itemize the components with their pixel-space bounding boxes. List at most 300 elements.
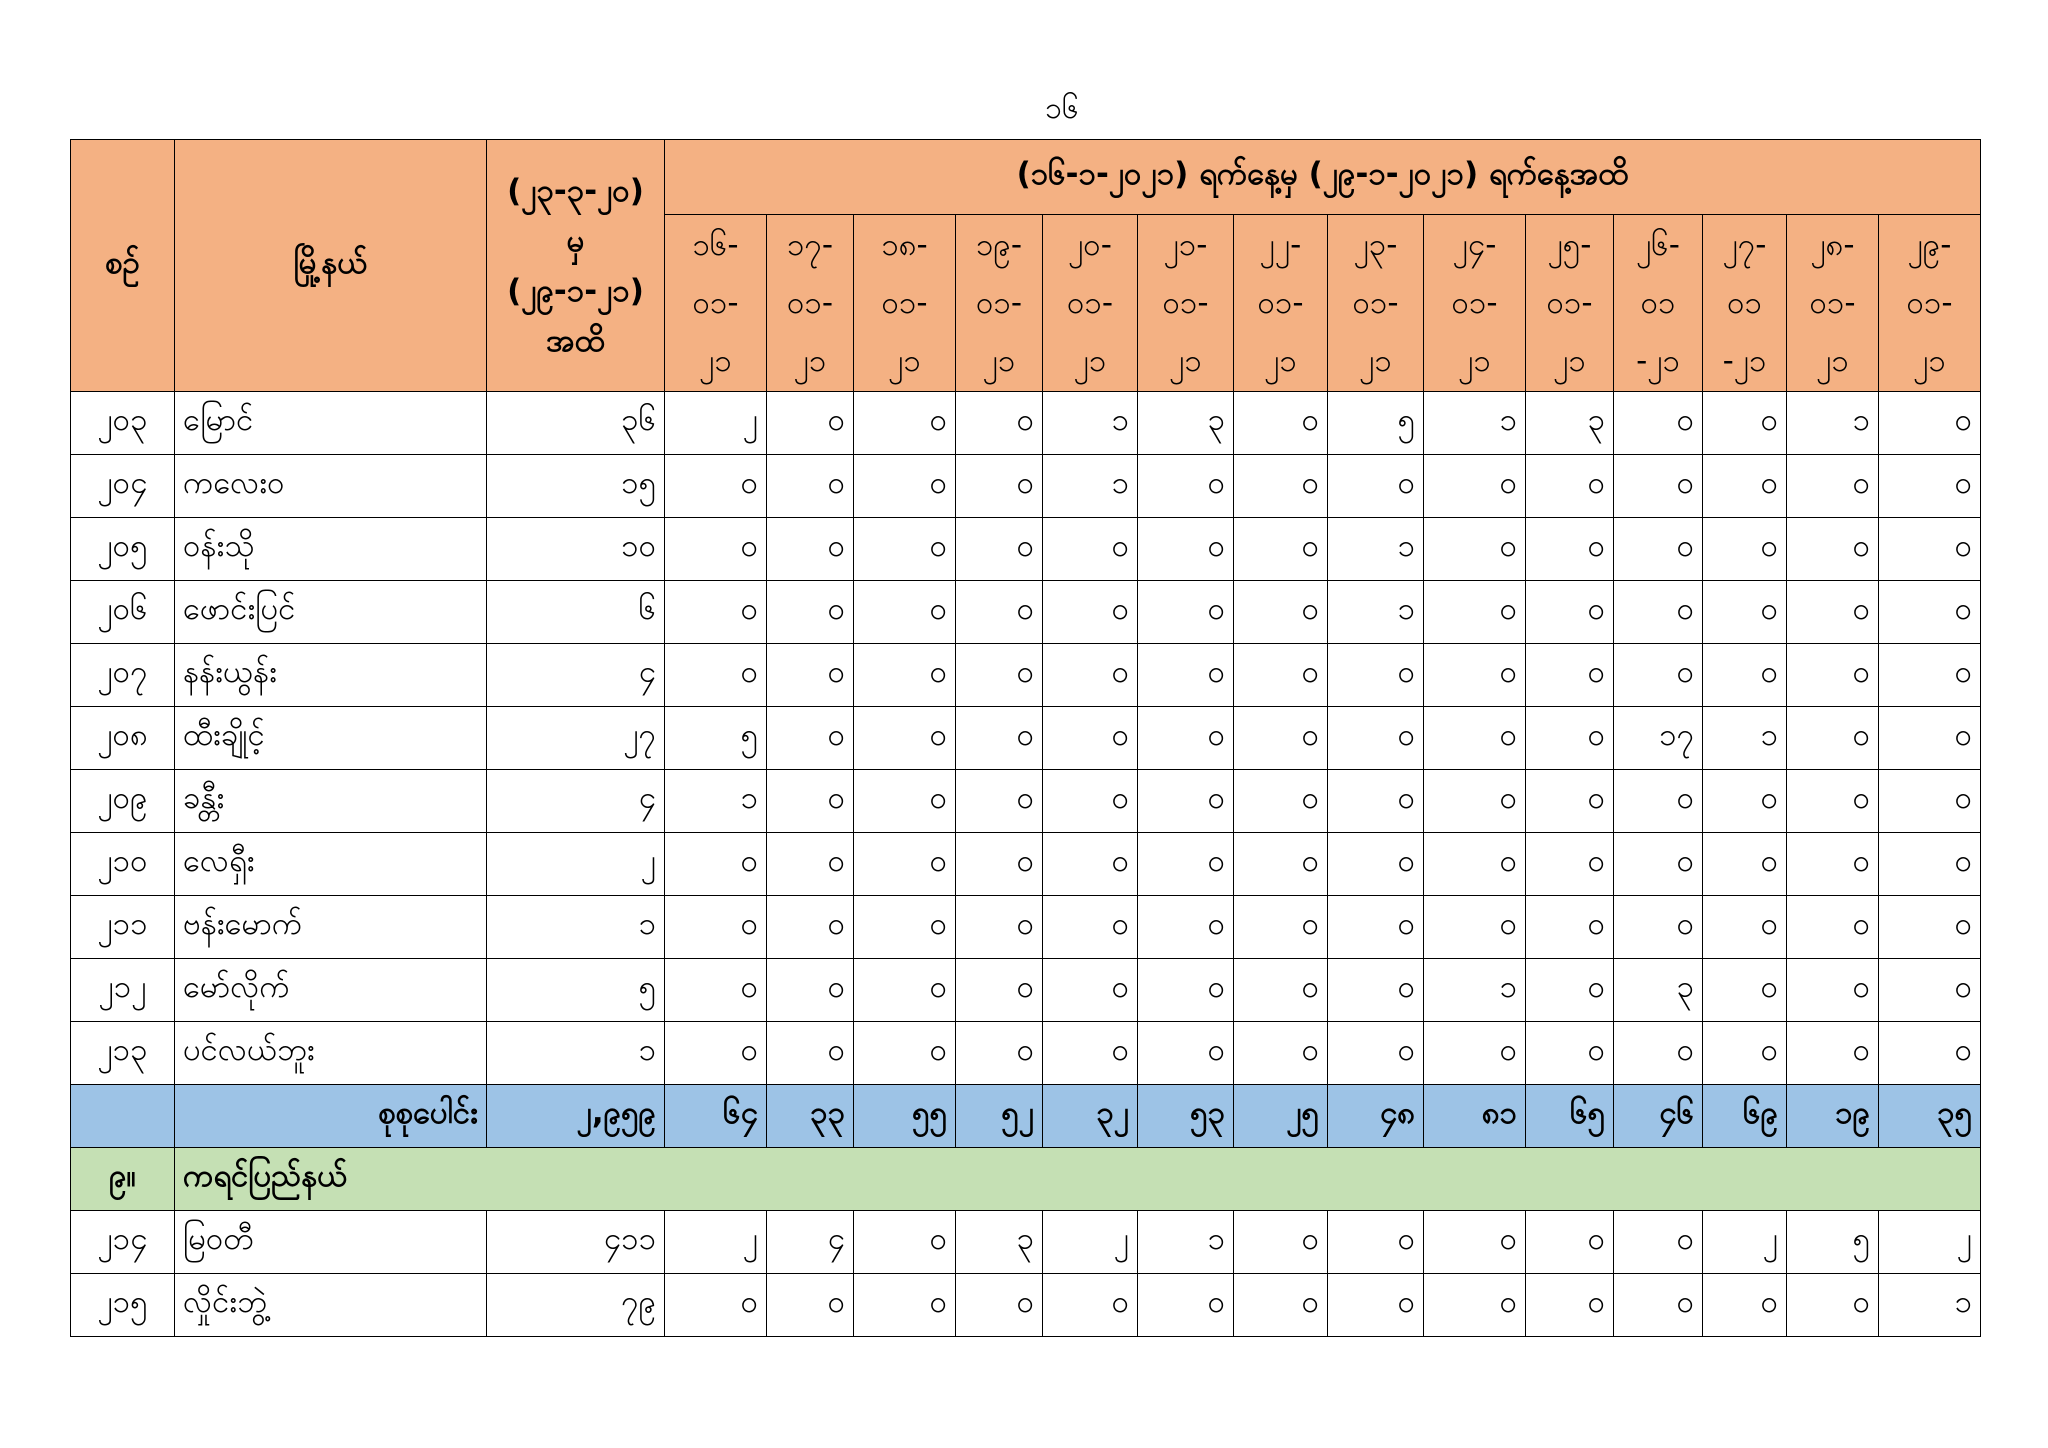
- header-date-part: ၀၁-: [1451, 285, 1498, 321]
- daily-count-cell: ၀: [854, 1274, 956, 1337]
- total-daily-cell: ၄၆: [1614, 1085, 1703, 1148]
- daily-count-cell: ၀: [956, 707, 1043, 770]
- daily-count-cell: ၀: [854, 1022, 956, 1085]
- township-name-cell: ဝန်းသို: [175, 518, 487, 581]
- township-name-cell: ကလေးဝ: [175, 455, 487, 518]
- cumulative-cell: ၅: [487, 959, 665, 1022]
- daily-count-cell: ၀: [1424, 770, 1526, 833]
- total-daily-cell: ၁၉: [1787, 1085, 1879, 1148]
- header-date-part: ၂၀-: [1068, 227, 1112, 263]
- header-township: မြို့နယ်: [175, 140, 487, 392]
- daily-count-cell: ၀: [1138, 518, 1234, 581]
- daily-count-cell: ၀: [1043, 1274, 1138, 1337]
- daily-count-cell: ၀: [1787, 518, 1879, 581]
- daily-count-cell: ၀: [1703, 770, 1787, 833]
- total-daily-cell: ၆၄: [665, 1085, 767, 1148]
- daily-count-cell: ၁: [1424, 959, 1526, 1022]
- daily-count-cell: ၀: [1879, 707, 1981, 770]
- daily-count-cell: ၀: [767, 896, 854, 959]
- daily-count-cell: ၀: [1526, 770, 1614, 833]
- daily-count-cell: ၂: [1043, 1211, 1138, 1274]
- serial-cell: ၂၁၁: [71, 896, 175, 959]
- daily-count-cell: ၀: [1614, 1211, 1703, 1274]
- serial-cell: ၂၀၈: [71, 707, 175, 770]
- daily-count-cell: ၀: [1328, 644, 1424, 707]
- daily-count-cell: ၀: [1043, 770, 1138, 833]
- header-date-range: (၁၆-၁-၂၀၂၁) ရက်နေ့မှ (၂၉-၁-၂၀၂၁) ရက်နေ့အထိ: [665, 140, 1981, 215]
- daily-count-cell: ၀: [1614, 770, 1703, 833]
- daily-count-cell: ၀: [1234, 959, 1328, 1022]
- daily-count-cell: ၀: [1879, 392, 1981, 455]
- daily-count-cell: ၀: [1787, 1022, 1879, 1085]
- daily-count-cell: ၀: [1703, 644, 1787, 707]
- daily-count-cell: ၀: [1043, 896, 1138, 959]
- header-date-part: ၂၉-: [1907, 227, 1952, 263]
- daily-count-cell: ၀: [1043, 644, 1138, 707]
- daily-count-cell: ၀: [665, 833, 767, 896]
- daily-count-cell: ၀: [1424, 644, 1526, 707]
- daily-count-cell: ၀: [767, 581, 854, 644]
- daily-count-cell: ၀: [1526, 707, 1614, 770]
- daily-count-cell: ၀: [1234, 455, 1328, 518]
- daily-count-cell: ၀: [1703, 455, 1787, 518]
- total-daily-cell: ၅၅: [854, 1085, 956, 1148]
- daily-count-cell: ၀: [1234, 1211, 1328, 1274]
- daily-count-cell: ၂: [1703, 1211, 1787, 1274]
- header-date-part: ၀၁-: [1809, 285, 1856, 321]
- table-row: [71, 959, 1981, 1022]
- cumulative-cell: ၆: [487, 581, 665, 644]
- daily-count-cell: ၀: [1526, 581, 1614, 644]
- daily-count-cell: ၀: [1526, 896, 1614, 959]
- daily-count-cell: ၀: [1787, 581, 1879, 644]
- header-date-part: ၂၁: [888, 343, 921, 379]
- total-daily-cell: ၈၁: [1424, 1085, 1526, 1148]
- daily-count-cell: ၀: [956, 833, 1043, 896]
- daily-count-cell: ၂: [665, 1211, 767, 1274]
- daily-count-cell: ၀: [1234, 707, 1328, 770]
- daily-count-cell: ၀: [1614, 455, 1703, 518]
- section-number: ၉။: [71, 1148, 175, 1211]
- township-name-cell: လေရှီး: [175, 833, 487, 896]
- cumulative-cell: ၄: [487, 644, 665, 707]
- daily-count-cell: ၅: [1328, 392, 1424, 455]
- serial-cell: ၂၀၅: [71, 518, 175, 581]
- daily-count-cell: ၀: [1328, 770, 1424, 833]
- header-date-part: ၀၁-: [975, 285, 1023, 321]
- serial-cell: ၂၀၄: [71, 455, 175, 518]
- daily-count-cell: ၀: [1424, 518, 1526, 581]
- header-date-part: ၀၁-: [1066, 285, 1114, 321]
- cumulative-cell: ၁၅: [487, 455, 665, 518]
- daily-count-cell: ၀: [1043, 1022, 1138, 1085]
- daily-count-cell: ၀: [1234, 581, 1328, 644]
- daily-count-cell: ၀: [854, 833, 956, 896]
- header-cumulative: [487, 140, 665, 392]
- header-date-part: ၀၁-: [1546, 285, 1593, 321]
- township-name-cell: မော်လိုက်: [175, 959, 487, 1022]
- daily-count-cell: ၀: [1526, 1274, 1614, 1337]
- serial-cell: ၂၁၅: [71, 1274, 175, 1337]
- township-name-cell: ဖောင်းပြင်: [175, 581, 487, 644]
- daily-count-cell: ၀: [854, 392, 956, 455]
- header-date: [854, 215, 956, 392]
- daily-count-cell: ၂: [1879, 1211, 1981, 1274]
- daily-count-cell: ၀: [956, 1274, 1043, 1337]
- daily-count-cell: ၀: [854, 707, 956, 770]
- daily-count-cell: ၃: [956, 1211, 1043, 1274]
- header-cumulative-line: အထိ: [546, 322, 605, 359]
- daily-count-cell: ၀: [1138, 833, 1234, 896]
- daily-count-cell: ၀: [1234, 518, 1328, 581]
- header-date-part: ၀၁-: [786, 285, 834, 321]
- daily-count-cell: ၀: [1879, 644, 1981, 707]
- header-date-part: ၂၁: [1359, 343, 1392, 379]
- serial-cell: ၂၁၃: [71, 1022, 175, 1085]
- header-date-part: ၂၈-: [1810, 227, 1855, 263]
- daily-count-cell: ၀: [1879, 896, 1981, 959]
- cumulative-cell: ၂: [487, 833, 665, 896]
- daily-count-cell: ၀: [1703, 581, 1787, 644]
- daily-count-cell: ၀: [1614, 896, 1703, 959]
- header-date-part: ၀၁-: [881, 285, 928, 321]
- daily-count-cell: ၀: [1526, 644, 1614, 707]
- daily-count-cell: ၀: [767, 1274, 854, 1337]
- daily-count-cell: ၅: [665, 707, 767, 770]
- header-date: [1787, 215, 1879, 392]
- total-row: [71, 1085, 1981, 1148]
- table-row: [71, 581, 1981, 644]
- daily-count-cell: ၀: [1328, 1274, 1424, 1337]
- cumulative-cell: ၄၁၁: [487, 1211, 665, 1274]
- daily-count-cell: ၀: [1234, 1274, 1328, 1337]
- daily-count-cell: ၀: [1328, 1022, 1424, 1085]
- daily-count-cell: ၀: [854, 1211, 956, 1274]
- daily-count-cell: ၀: [1526, 455, 1614, 518]
- daily-count-cell: ၀: [1703, 959, 1787, 1022]
- daily-count-cell: ၀: [767, 392, 854, 455]
- header-date-part: ၂၁: [1169, 343, 1202, 379]
- daily-count-cell: ၀: [1138, 644, 1234, 707]
- header-date-part: ၀၁-: [1162, 285, 1209, 321]
- cumulative-cell: ၂၇: [487, 707, 665, 770]
- daily-count-cell: ၀: [1138, 455, 1234, 518]
- daily-count-cell: ၀: [1043, 581, 1138, 644]
- header-date-part: ၀၁-: [1257, 285, 1304, 321]
- header-date-part: ၁၇-: [786, 227, 834, 263]
- daily-count-cell: ၀: [1787, 1274, 1879, 1337]
- daily-count-cell: ၀: [956, 770, 1043, 833]
- daily-count-cell: ၀: [1526, 833, 1614, 896]
- daily-count-cell: ၀: [1328, 455, 1424, 518]
- cumulative-cell: ၄: [487, 770, 665, 833]
- daily-count-cell: ၀: [1703, 518, 1787, 581]
- serial-cell: ၂၀၆: [71, 581, 175, 644]
- daily-count-cell: ၀: [1879, 770, 1981, 833]
- header-date-part: ၁၉-: [975, 227, 1023, 263]
- daily-count-cell: ၀: [956, 581, 1043, 644]
- daily-count-cell: ၃: [1614, 959, 1703, 1022]
- header-cumulative-line: (၂၃-၃-၂၀): [507, 172, 644, 209]
- daily-count-cell: ၀: [1234, 833, 1328, 896]
- daily-count-cell: ၀: [1614, 833, 1703, 896]
- daily-count-cell: ၀: [1787, 455, 1879, 518]
- daily-count-cell: ၀: [1614, 1022, 1703, 1085]
- header-date-part: ၂၁: [1553, 343, 1586, 379]
- daily-count-cell: ၅: [1787, 1211, 1879, 1274]
- daily-count-cell: ၀: [1703, 1274, 1787, 1337]
- daily-count-cell: ၀: [854, 518, 956, 581]
- header-date-part: ၂၁-: [1163, 227, 1208, 263]
- daily-count-cell: ၀: [1043, 707, 1138, 770]
- daily-count-cell: ၀: [1424, 1022, 1526, 1085]
- section-row: [71, 1148, 1981, 1211]
- header-date: [1879, 215, 1981, 392]
- daily-count-cell: ၀: [665, 959, 767, 1022]
- daily-count-cell: ၀: [1879, 1022, 1981, 1085]
- daily-count-cell: ၀: [1138, 770, 1234, 833]
- daily-count-cell: ၀: [767, 455, 854, 518]
- daily-count-cell: ၀: [956, 959, 1043, 1022]
- daily-count-cell: ၀: [854, 455, 956, 518]
- header-date: [1138, 215, 1234, 392]
- township-name-cell: ခန္တီး: [175, 770, 487, 833]
- cumulative-cell: ၁: [487, 896, 665, 959]
- header-date-part: ၂၃-: [1353, 227, 1398, 263]
- daily-count-cell: ၀: [1614, 644, 1703, 707]
- daily-count-cell: ၁: [1703, 707, 1787, 770]
- daily-count-cell: ၀: [1703, 1022, 1787, 1085]
- table-row: [71, 644, 1981, 707]
- table-row: [71, 770, 1981, 833]
- header-date: [1328, 215, 1424, 392]
- section-name: ကရင်ပြည်နယ်: [175, 1148, 1981, 1211]
- daily-count-cell: ၀: [665, 1274, 767, 1337]
- daily-count-cell: ၀: [1787, 770, 1879, 833]
- daily-count-cell: ၀: [854, 644, 956, 707]
- daily-count-cell: ၀: [767, 707, 854, 770]
- header-date-part: ၀၁-: [1906, 285, 1953, 321]
- daily-count-cell: ၀: [1703, 896, 1787, 959]
- daily-count-cell: ၀: [1138, 1022, 1234, 1085]
- serial-cell: ၂၀၃: [71, 392, 175, 455]
- daily-count-cell: ၀: [956, 518, 1043, 581]
- daily-count-cell: ၀: [956, 1022, 1043, 1085]
- header-date-part: ၀၁-: [1352, 285, 1399, 321]
- table-row: [71, 1211, 1981, 1274]
- daily-count-cell: ၁: [1424, 392, 1526, 455]
- township-cases-table: [70, 139, 1981, 1337]
- daily-count-cell: ၀: [956, 896, 1043, 959]
- daily-count-cell: ၀: [767, 833, 854, 896]
- header-date-part: ၂၇-: [1722, 227, 1767, 263]
- total-daily-cell: ၃၅: [1879, 1085, 1981, 1148]
- header-cumulative-line: မှ: [566, 222, 585, 259]
- total-daily-cell: ၅၂: [956, 1085, 1043, 1148]
- daily-count-cell: ၀: [665, 455, 767, 518]
- daily-count-cell: ၀: [1787, 644, 1879, 707]
- daily-count-cell: ၀: [1424, 1211, 1526, 1274]
- daily-count-cell: ၀: [767, 1022, 854, 1085]
- daily-count-cell: ၀: [1879, 518, 1981, 581]
- daily-count-cell: ၀: [1787, 833, 1879, 896]
- header-date-part: -၂၁: [1722, 343, 1767, 379]
- header-date-part: ၁၈-: [881, 227, 928, 263]
- daily-count-cell: ၀: [956, 644, 1043, 707]
- daily-count-cell: ၀: [1424, 833, 1526, 896]
- daily-count-cell: ၃: [1138, 392, 1234, 455]
- total-label: စုစုပေါင်း: [175, 1085, 487, 1148]
- daily-count-cell: ၀: [665, 581, 767, 644]
- daily-count-cell: ၁: [1879, 1274, 1981, 1337]
- daily-count-cell: ၂: [665, 392, 767, 455]
- header-date: [1424, 215, 1526, 392]
- daily-count-cell: ၁၇: [1614, 707, 1703, 770]
- header-date-part: ၂၁: [699, 343, 732, 379]
- serial-cell: ၂၁၀: [71, 833, 175, 896]
- serial-cell: ၂၀၉: [71, 770, 175, 833]
- daily-count-cell: ၁: [1138, 1211, 1234, 1274]
- daily-count-cell: ၀: [1234, 1022, 1328, 1085]
- daily-count-cell: ၀: [1787, 959, 1879, 1022]
- daily-count-cell: ၀: [956, 392, 1043, 455]
- table-row: [71, 1274, 1981, 1337]
- total-cumulative-cell: ၂,၉၅၉: [487, 1085, 665, 1148]
- daily-count-cell: ၀: [1614, 1274, 1703, 1337]
- daily-count-cell: ၀: [854, 896, 956, 959]
- daily-count-cell: ၀: [1879, 581, 1981, 644]
- daily-count-cell: ၁: [1043, 455, 1138, 518]
- total-daily-cell: ၄၈: [1328, 1085, 1424, 1148]
- daily-count-cell: ၀: [1328, 959, 1424, 1022]
- header-date-part: ၂၂-: [1259, 227, 1302, 263]
- header-cumulative-line: (၂၉-၁-၂၁): [507, 272, 644, 309]
- page-number: ၁၆: [1045, 91, 1079, 126]
- header-date-part: ၀၁: [1640, 285, 1676, 321]
- daily-count-cell: ၀: [767, 644, 854, 707]
- daily-count-cell: ၁: [1328, 581, 1424, 644]
- daily-count-cell: ၀: [1526, 1022, 1614, 1085]
- table-row: [71, 833, 1981, 896]
- daily-count-cell: ၀: [1234, 896, 1328, 959]
- daily-count-cell: ၁: [665, 770, 767, 833]
- header-date: [665, 215, 767, 392]
- daily-count-cell: ၁: [1328, 518, 1424, 581]
- header-date-part: ၂၁: [1816, 343, 1849, 379]
- daily-count-cell: ၀: [1043, 959, 1138, 1022]
- daily-count-cell: ၀: [1879, 455, 1981, 518]
- daily-count-cell: ၀: [1526, 1211, 1614, 1274]
- daily-count-cell: ၀: [1424, 707, 1526, 770]
- daily-count-cell: ၁: [1787, 392, 1879, 455]
- daily-count-cell: ၀: [1787, 707, 1879, 770]
- daily-count-cell: ၀: [1328, 1211, 1424, 1274]
- header-date-part: ၂၁: [1073, 343, 1107, 379]
- total-daily-cell: ၆၅: [1526, 1085, 1614, 1148]
- daily-count-cell: ၀: [854, 581, 956, 644]
- daily-count-cell: ၀: [665, 1022, 767, 1085]
- header-date-part: ၁၆-: [692, 227, 739, 263]
- daily-count-cell: ၀: [1234, 392, 1328, 455]
- header-date-part: ၂၅-: [1547, 227, 1592, 263]
- table-row: [71, 518, 1981, 581]
- header-date: [1526, 215, 1614, 392]
- daily-count-cell: ၀: [1138, 581, 1234, 644]
- township-name-cell: မြောင်: [175, 392, 487, 455]
- header-date-part: ၂၁: [982, 343, 1016, 379]
- daily-count-cell: ၀: [1703, 392, 1787, 455]
- township-name-cell: ထီးချိုင့်: [175, 707, 487, 770]
- daily-count-cell: ၀: [1879, 959, 1981, 1022]
- header-date-part: ၂၁: [793, 343, 827, 379]
- daily-count-cell: ၀: [1614, 581, 1703, 644]
- daily-count-cell: ၀: [1614, 518, 1703, 581]
- cumulative-cell: ၃၆: [487, 392, 665, 455]
- daily-count-cell: ၀: [854, 770, 956, 833]
- serial-cell: ၂၁၂: [71, 959, 175, 1022]
- daily-count-cell: ၀: [1614, 392, 1703, 455]
- cumulative-cell: ၁၀: [487, 518, 665, 581]
- table-row: [71, 1022, 1981, 1085]
- daily-count-cell: ၀: [1138, 1274, 1234, 1337]
- daily-count-cell: ၀: [665, 896, 767, 959]
- daily-count-cell: ၄: [767, 1211, 854, 1274]
- table-row: [71, 707, 1981, 770]
- daily-count-cell: ၀: [1234, 770, 1328, 833]
- daily-count-cell: ၀: [956, 455, 1043, 518]
- total-daily-cell: ၅၃: [1138, 1085, 1234, 1148]
- daily-count-cell: ၀: [767, 518, 854, 581]
- header-date-part: ၂၄-: [1452, 227, 1497, 263]
- header-date: [1614, 215, 1703, 392]
- daily-count-cell: ၀: [767, 770, 854, 833]
- daily-count-cell: ၀: [1526, 518, 1614, 581]
- header-date-part: ၂၁: [1264, 343, 1297, 379]
- header-date-part: ၂၆-: [1636, 227, 1680, 263]
- cumulative-cell: ၁: [487, 1022, 665, 1085]
- table-row: [71, 896, 1981, 959]
- header-date: [956, 215, 1043, 392]
- daily-count-cell: ၀: [1328, 896, 1424, 959]
- daily-count-cell: ၃: [1526, 392, 1614, 455]
- header-date-part: -၂၁: [1636, 343, 1680, 379]
- daily-count-cell: ၀: [1328, 833, 1424, 896]
- total-daily-cell: ၂၅: [1234, 1085, 1328, 1148]
- total-daily-cell: ၃၃: [767, 1085, 854, 1148]
- daily-count-cell: ၀: [1424, 1274, 1526, 1337]
- total-daily-cell: ၆၉: [1703, 1085, 1787, 1148]
- cumulative-cell: ၇၉: [487, 1274, 665, 1337]
- header-date: [767, 215, 854, 392]
- daily-count-cell: ၀: [1424, 581, 1526, 644]
- header-date-part: ၀၁: [1727, 285, 1762, 321]
- daily-count-cell: ၀: [1787, 896, 1879, 959]
- header-date-part: ၂၁: [1913, 343, 1946, 379]
- township-name-cell: ပင်လယ်ဘူး: [175, 1022, 487, 1085]
- daily-count-cell: ၀: [1526, 959, 1614, 1022]
- township-name-cell: မြဝတီ: [175, 1211, 487, 1274]
- daily-count-cell: ၀: [1138, 959, 1234, 1022]
- header-serial: စဉ်: [71, 140, 175, 392]
- header-date: [1043, 215, 1138, 392]
- daily-count-cell: ၀: [1424, 455, 1526, 518]
- daily-count-cell: ၀: [1138, 896, 1234, 959]
- daily-count-cell: ၀: [1328, 707, 1424, 770]
- daily-count-cell: ၀: [1424, 896, 1526, 959]
- daily-count-cell: ၀: [1879, 833, 1981, 896]
- daily-count-cell: ၀: [665, 644, 767, 707]
- header-date-part: ၂၁: [1458, 343, 1491, 379]
